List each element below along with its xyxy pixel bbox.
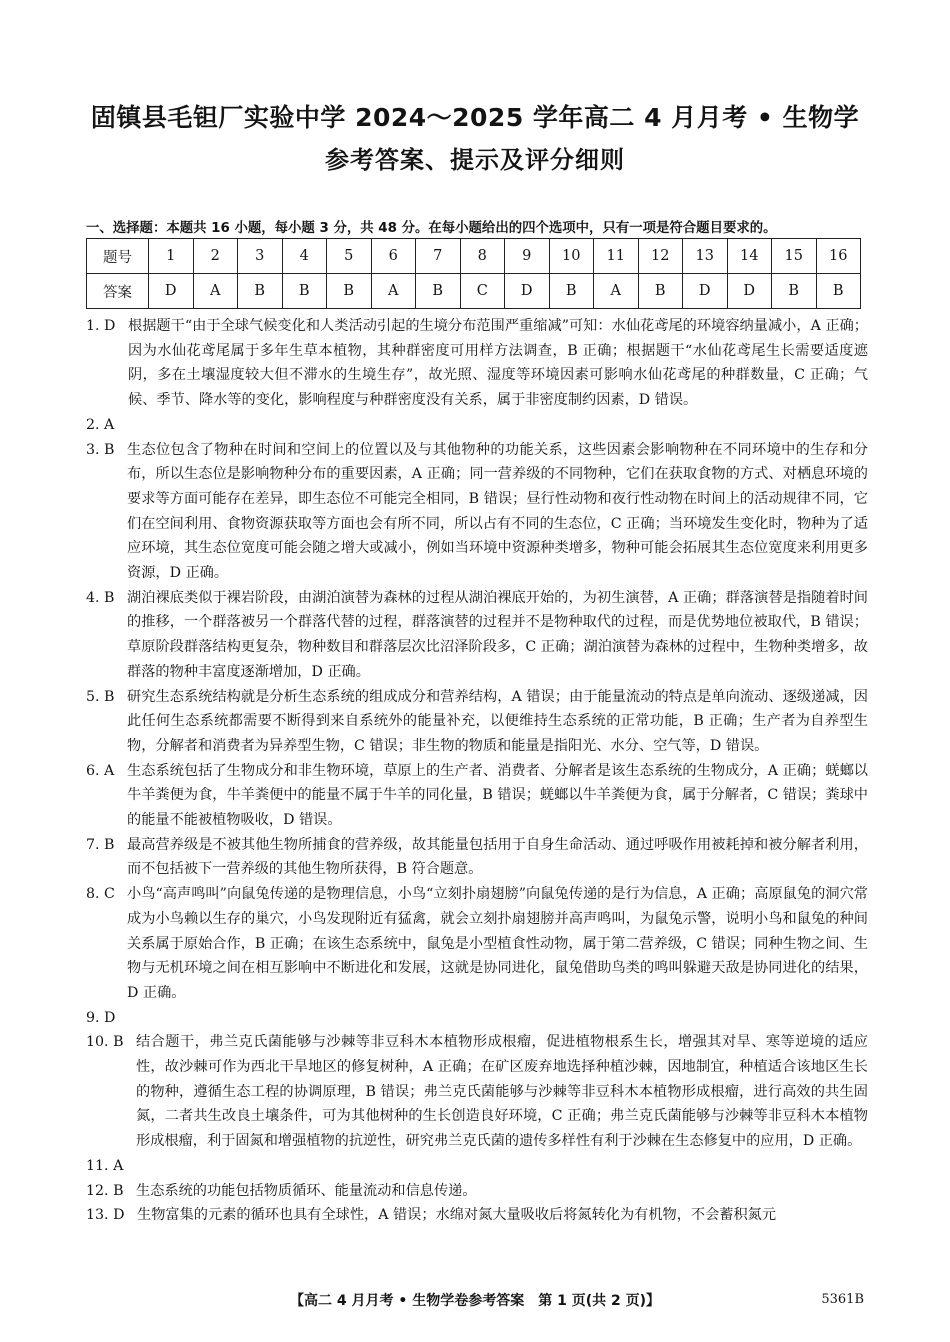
row-label-answer: 答案 xyxy=(87,274,149,309)
explanation-item xyxy=(86,1154,868,1179)
answer-cell: B xyxy=(772,274,817,309)
answer-cell: B xyxy=(549,274,594,309)
explanation-item xyxy=(86,1030,868,1154)
explanation-item xyxy=(86,759,868,833)
question-number: 13 xyxy=(683,239,728,274)
answer-cell: D xyxy=(683,274,728,309)
answer-table-answer-row xyxy=(87,274,861,309)
answer-cell: B xyxy=(816,274,861,309)
item-text: 湖泊裸底类似于裸岩阶段，由湖泊演替为森林的过程从湖泊裸底开始的，为初生演替，A 正确；群落演替是指随着时间的推移，一个群落被另一个群落代替的过程，群落演替的过程并不是物种取代的过程，而是优势地位被取代，B 错误；草原阶段群落结构更复杂，物种数目和群落层次比沼泽阶段多，C 正确；湖泊演替为森林的过程中，生物种类增多，故群落的物种丰富度逐渐增加，D 正确。 xyxy=(127,589,868,680)
item-text: 结合题干，弗兰克氏菌能够与沙棘等非豆科木本植物形成根瘤，促进植物根系生长，增强其对旱、寒等逆境的适应性，故沙棘可作为西北干旱地区的修复树种，A 正确；在矿区废弃地选择种植沙棘，因地制宜，种植适合该地区生长的物种，遵循生态工程的协调原理，B 错误；弗兰克氏菌能够与沙棘等非豆科木本植物形成根瘤，进行高效的共生固氮，二者共生改良土壤条件，可为其他树种的生长创造良好环境，C 正确；弗兰克氏菌能够与沙棘等非豆科木本植物形成根瘤，利于固氮和增强植物的抗逆性，研究弗兰克氏菌的遗传多样性有利于沙棘在生态修复中的应用，D 正确。 xyxy=(136,1034,868,1150)
question-number: 10 xyxy=(549,239,594,274)
item-text: 根据题干“由于全球气候变化和人类活动引起的生境分布范围严重缩减”可知：水仙花鸢尾的环境容纳量减小，A 正确；因为水仙花鸢尾属于多年生草本植物，其种群密度可用样方法调查，B 正确；根据题干“水仙花鸢尾生长需要适度遮阴，多在土壤湿度较大但不滞水的生境生存”，故光照、湿度等环境因素可影响水仙花鸢尾的种群数量，C 正确；气候、季节、降水等的变化，影响程度与种群密度没有关系，属于非密度制约因素，D 错误。 xyxy=(128,318,868,409)
section-heading: 一、选择题：本题共 16 小题，每小题 3 分，共 48 分。在每小题给出的四个选项中，只有一项是符合题目要求的。 xyxy=(86,221,777,236)
question-number: 4 xyxy=(282,239,327,274)
explanation-item xyxy=(86,314,868,413)
explanation-item xyxy=(86,833,868,882)
question-number: 11 xyxy=(594,239,639,274)
explanation-item xyxy=(86,1203,868,1228)
item-text: 小鸟“高声鸣叫”向鼠兔传递的是物理信息，小鸟“立刻扑扇翅膀”向鼠兔传递的是行为信息，A 正确；高原鼠兔的洞穴常成为小鸟赖以生存的巢穴，小鸟发现附近有猛禽，就会立刻扑扇翅膀并高声鸣叫，为鼠兔示警，说明小鸟和鼠兔的种间关系属于原始合作，B 正确；在该生态系统中，鼠兔是小型植食性动物，属于第二营养级，C 错误；同种生物之间、生物与无机环境之间在相互影响中不断进化和发展，这就是协同进化，鼠兔借助鸟类的鸣叫躲避天敌是协同进化的结果，D 正确。 xyxy=(127,886,868,1001)
document-title: 固镇县毛钽厂实验中学 2024～2025 学年高二 4 月月考 • 生物学 xyxy=(90,103,860,132)
answer-cell: A xyxy=(371,274,416,309)
item-number: 8. C xyxy=(86,886,115,903)
item-number: 12. B xyxy=(86,1182,124,1199)
question-number: 5 xyxy=(327,239,372,274)
question-number: 1 xyxy=(149,239,194,274)
explanations xyxy=(86,314,868,1228)
document-subtitle: 参考答案、提示及评分细则 xyxy=(325,146,625,174)
question-number: 7 xyxy=(416,239,461,274)
item-number: 4. B xyxy=(86,589,115,606)
question-number: 15 xyxy=(772,239,817,274)
item-number: 5. B xyxy=(86,688,115,705)
explanation-item xyxy=(86,438,868,586)
question-number: 2 xyxy=(193,239,238,274)
question-number: 6 xyxy=(371,239,416,274)
item-text: 最高营养级是不被其他生物所捕食的营养级，故其能量包括用于自身生命活动、通过呼吸作用被耗掉和被分解者利用，而不包括被下一营养级的其他生物所获得，B 符合题意。 xyxy=(127,836,868,878)
answer-table xyxy=(86,238,861,309)
answer-cell: A xyxy=(193,274,238,309)
question-number: 16 xyxy=(816,239,861,274)
item-number: 11. A xyxy=(86,1157,124,1174)
item-number: 10. B xyxy=(86,1034,124,1051)
answer-cell: B xyxy=(282,274,327,309)
question-number: 14 xyxy=(727,239,772,274)
explanation-item xyxy=(86,685,868,759)
answer-table-number-row xyxy=(87,239,861,274)
answer-cell: B xyxy=(416,274,461,309)
row-label-number: 题号 xyxy=(87,239,149,274)
item-text: 生物富集的元素的循环也具有全球性，A 错误；水绵对氮大量吸收后将氮转化为有机物，不会蓄积氮元 xyxy=(137,1207,777,1224)
explanation-item xyxy=(86,1179,868,1204)
item-number: 2. A xyxy=(86,416,115,433)
explanation-item xyxy=(86,413,868,438)
item-text: 生态系统的功能包括物质循环、能量流动和信息传递。 xyxy=(136,1182,477,1199)
answer-cell: B xyxy=(638,274,683,309)
explanation-item xyxy=(86,882,868,1006)
page-footer: 【高二 4 月月考 • 生物学卷参考答案 第 1 页(共 2 页)】 xyxy=(290,1293,660,1309)
explanation-item xyxy=(86,1006,868,1031)
answer-cell: B xyxy=(327,274,372,309)
answer-cell: B xyxy=(238,274,283,309)
item-number: 1. D xyxy=(86,318,116,334)
answer-cell: C xyxy=(460,274,505,309)
question-number: 8 xyxy=(460,239,505,274)
answer-cell: D xyxy=(149,274,194,309)
answer-cell: A xyxy=(594,274,639,309)
question-number: 12 xyxy=(638,239,683,274)
item-number: 7. B xyxy=(86,836,115,853)
item-number: 6. A xyxy=(86,762,115,779)
item-text: 生态位包含了物种在时间和空间上的位置以及与其他物种的功能关系，这些因素会影响物种在不同环境中的生存和分布，所以生态位是影响物种分布的重要因素，A 正确；同一营养级的不同物种，它们在获取食物的方式、对栖息环境的要求等方面可能存在差异，即生态位不可能完全相同，B 错误；昼行性动物和夜行性动物在时间上的活动规律不同，它们在空间利用、食物资源获取等方面也会有所不同，所以占有不同的生态位，C 正确；当环境发生变化时，物种为了适应环境，其生态位宽度可能会随之增大或减小，例如当环境中资源种类增多，物种可能会拓展其生态位宽度来利用更多资源，D 正确。 xyxy=(127,441,868,582)
paper-code: 5361B xyxy=(821,1292,864,1307)
item-number: 13. D xyxy=(86,1207,125,1224)
question-number: 9 xyxy=(505,239,550,274)
item-text: 生态系统包括了生物成分和非生物环境，草原上的生产者、消费者、分解者是该生态系统的生物成分，A 正确；蜣螂以牛羊粪便为食，牛羊粪便中的能量不属于牛羊的同化量，B 错误；蜣螂以牛羊粪便为食，属于分解者，C 错误；粪球中的能量不能被植物吸收，D 错误。 xyxy=(127,762,868,829)
question-number: 3 xyxy=(238,239,283,274)
explanation-item xyxy=(86,586,868,685)
answer-cell: D xyxy=(727,274,772,309)
item-number: 9. D xyxy=(86,1009,116,1026)
item-text: 研究生态系统结构就是分析生态系统的组成成分和营养结构，A 错误；由于能量流动的特点是单向流动、逐级递减，因此任何生态系统都需要不断得到来自系统外的能量补充，以便维持生态系统的正常功能，B 正确；生产者为自养型生物，分解者和消费者为异养型生物，C 错误；非生物的物质和能量是指阳光、水分、空气等，D 错误。 xyxy=(127,688,868,754)
item-number: 3. B xyxy=(86,441,115,458)
answer-cell: D xyxy=(505,274,550,309)
